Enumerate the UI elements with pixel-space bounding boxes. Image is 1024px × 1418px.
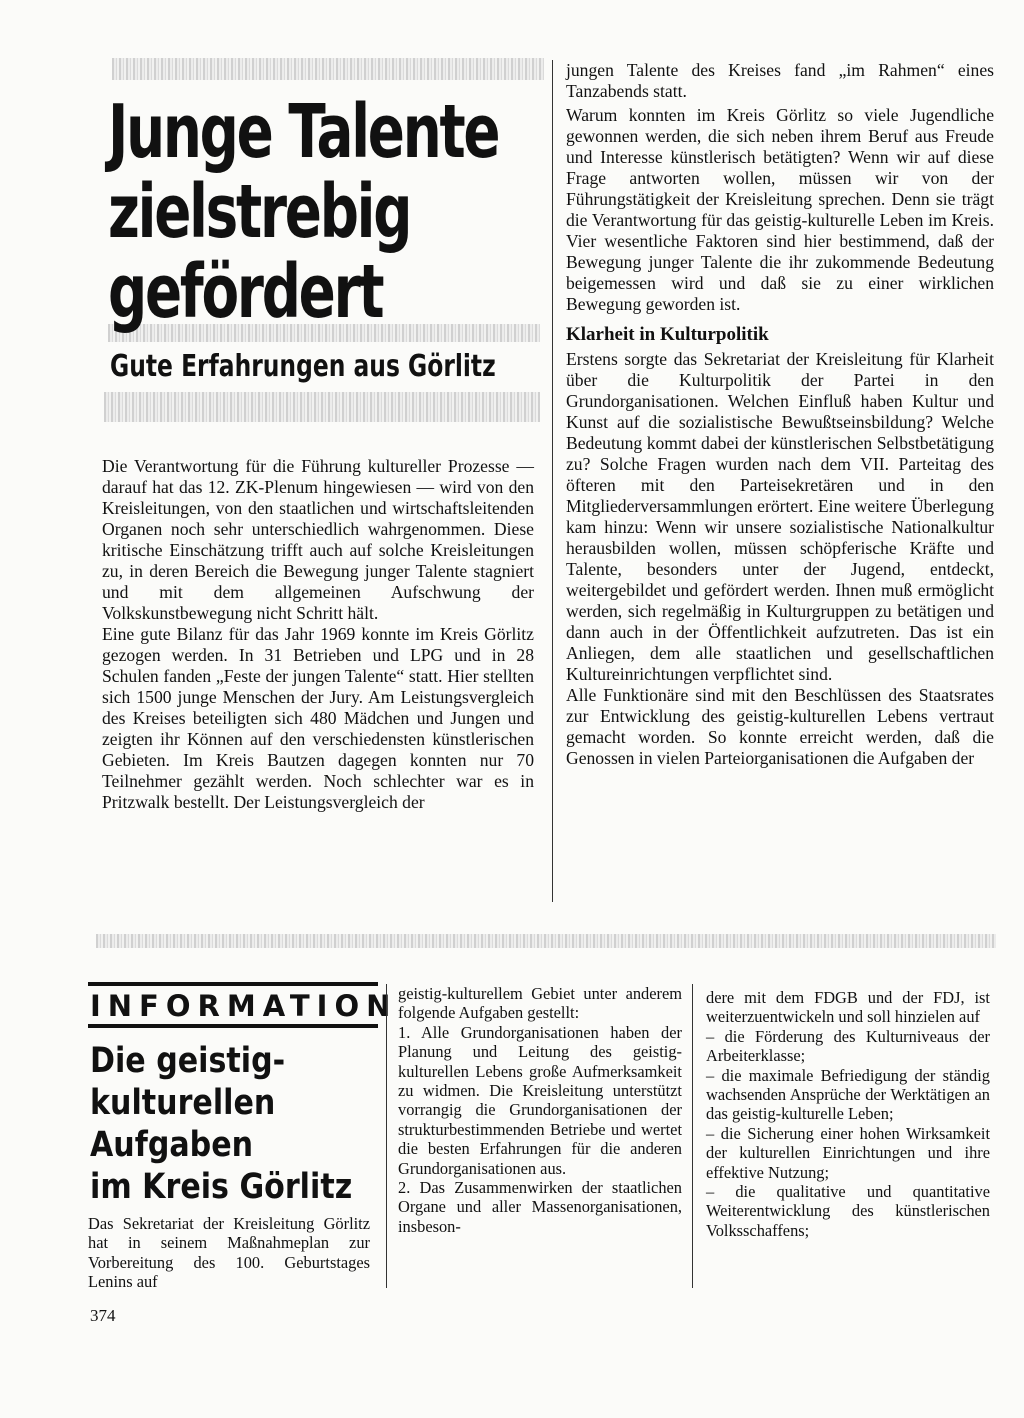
info-divider-1 bbox=[386, 984, 387, 1288]
info-label: INFORMATION bbox=[90, 989, 398, 1023]
info-label-box bbox=[88, 982, 398, 1028]
info-column-3 bbox=[706, 988, 990, 1240]
headline-line-3: gefördert bbox=[108, 249, 383, 335]
info-title-line-2: kulturellen bbox=[90, 1083, 276, 1123]
right-paragraph-3: Erstens sorgte das Sekretariat der Kreisleitung für Klarheit über die Kulturpolitik der Partei in den Grundorganisationen. Welchen Einfluß haben Kultur und Kunst auf die sozialistische Bewußtseinsbildung? Welche Bedeutung kommt dabei der künstlerischen Selbstbetätigung zu? Solche Fragen wurden nach dem VII. Parteitag des öfteren mit den Parteisekretären und in den Mitgliederversammlungen erörtert. Eine weitere Überlegung kam hinzu: Wenn wir unsere sozialistische Nationalkultur herausbilden wollen, müssen schöpferische Kräfte und Talente, besonders unter der Jugend, entdeckt, weitergebildet und gefördert werden. Ihnen muß ermöglicht werden, sich regelmäßig in Kulturgruppen zu betätigen und dann auch in der Öffentlichkeit aufzutreten. Das ist ein Anliegen, dem alle staatlichen und gesellschaftlichen Kultureinrichtungen verpflichtet sind. bbox=[566, 349, 994, 684]
section-heading: Klarheit in Kulturpolitik bbox=[566, 324, 769, 345]
right-paragraph-4: Alle Funktionäre sind mit den Beschlüssen des Staatsrates zur Entwicklung des geistig-kulturellen Lebens vertraut gemacht worden. So konnte erreicht werden, daß die Genossen in vielen Parteiorganisationen die Aufgaben der bbox=[566, 685, 994, 768]
info-column-2 bbox=[398, 984, 682, 1236]
info-col3-paragraph-1: dere mit dem FDGB und der FDJ, ist weiterzuentwickeln und soll hinzielen auf bbox=[706, 988, 990, 1027]
article-headline bbox=[108, 89, 636, 335]
left-paragraph-2: Eine gute Bilanz für das Jahr 1969 konnte im Kreis Görlitz gezogen werden. In 31 Betrieben und LPG und in 28 Schulen fanden „Feste der jungen Talente“ statt. Hier stellten sich 1500 junge Menschen der Jury. Am Leistungsvergleich des Kreises beteiligten sich 480 Mädchen und Jungen und zeigten ihr Können auf den verschiedensten künstlerischen Gebieten. Im Kreis Bautzen dagegen konnten nur 70 Teilnehmer gezählt werden. Noch schlechter war es in Pritzwalk bestellt. Der Leistungsvergleich der bbox=[102, 624, 534, 812]
info-intro bbox=[88, 1214, 370, 1292]
info-title bbox=[90, 1040, 395, 1208]
info-col2-paragraph-2: 1. Alle Grundorganisationen haben der Planung und Leitung des geistig-kulturellen Lebens große Aufmerksamkeit zu widmen. Die Kreisleitung unterstützt vorrangig die Grundorganisationen der strukturbestimmenden Betriebe und wertet die besten Erfahrungen für die anderen Grundorganisationen aus. bbox=[398, 1022, 682, 1178]
info-col3-item-1: – die Förderung des Kulturniveaus der Arbeiterklasse; bbox=[706, 1026, 990, 1066]
info-col2-paragraph-1: geistig-kulturellem Gebiet unter anderem folgende Aufgaben gestellt: bbox=[398, 984, 682, 1023]
info-title-line-4: im Kreis Görlitz bbox=[90, 1167, 353, 1207]
headline-top-band bbox=[112, 58, 544, 80]
column-divider bbox=[552, 60, 553, 902]
info-col3-item-2: – die maximale Befriedigung der ständig wachsenden Ansprüche der Werktätigen an das geistig-kulturelle Leben; bbox=[706, 1065, 990, 1124]
article-right-column bbox=[566, 60, 994, 769]
info-col2-paragraph-3: 2. Das Zusammenwirken der staatlichen Organe und aller Massenorganisationen, insbeson- bbox=[398, 1178, 682, 1236]
right-paragraph-1: jungen Talente des Kreises fand „im Rahmen“ eines Tanzabends statt. bbox=[566, 60, 994, 101]
headline-line-1: Junge Talente bbox=[108, 89, 499, 175]
right-paragraph-2: Warum konnten im Kreis Görlitz so viele Jugendliche gewonnen werden, die sich neben ihrem Beruf aus Freude und Interesse künstlerisch betätigten? Wenn wir auf diese Frage antworten wollen, müssen wir von der Führungstätigkeit der Kreisleitung sprechen. Denn sie trägt die Verantwortung für das geistig-kulturelle Leben im Kreis. Vier wesentliche Faktoren sind hier bestimmend, daß der Bewegung junger Talente die ihr zukommende Bedeutung beigemessen wird und daß sie zu einer wirklichen Bewegung geworden ist. bbox=[566, 105, 994, 314]
article-left-column bbox=[102, 456, 534, 813]
page-number: 374 bbox=[90, 1306, 116, 1325]
headline-line-2: zielstrebig bbox=[108, 169, 411, 255]
info-col3-item-4: – die qualitative und quantitative Weiterentwicklung des künstlerischen Volksschaffens; bbox=[706, 1182, 990, 1240]
article-subheadline: Gute Erfahrungen aus Görlitz bbox=[110, 349, 496, 384]
info-col3-item-3: – die Sicherung einer hohen Wirksamkeit der kulturellen Einrichtungen und ihre effektive Nutzung; bbox=[706, 1123, 990, 1182]
info-intro-text: Das Sekretariat der Kreisleitung Görlitz hat in seinem Maßnahmeplan zur Vorbereitung des 100. Geburtstages Lenins auf bbox=[88, 1214, 370, 1292]
section-separator-band bbox=[96, 934, 996, 948]
info-title-line-3: Aufgaben bbox=[90, 1125, 254, 1165]
info-title-line-1: Die geistig- bbox=[90, 1041, 286, 1081]
headline-bottom-band bbox=[104, 392, 540, 422]
left-paragraph-1: Die Verantwortung für die Führung kultureller Prozesse — darauf hat das 12. ZK-Plenum hingewiesen — wird von den Kreisleitungen, von den staatlichen und wirtschaftsleitenden Organen noch sehr unterschiedlich wahrgenommen. Diese kritische Einschätzung trifft auch auf solche Kreisleitungen zu, in deren Bereich die Bewegung junger Talente stagniert und mit dem allgemeinen Aufschwung der Volkskunstbewegung nicht Schritt hält. bbox=[102, 456, 534, 623]
info-divider-2 bbox=[692, 984, 693, 1288]
